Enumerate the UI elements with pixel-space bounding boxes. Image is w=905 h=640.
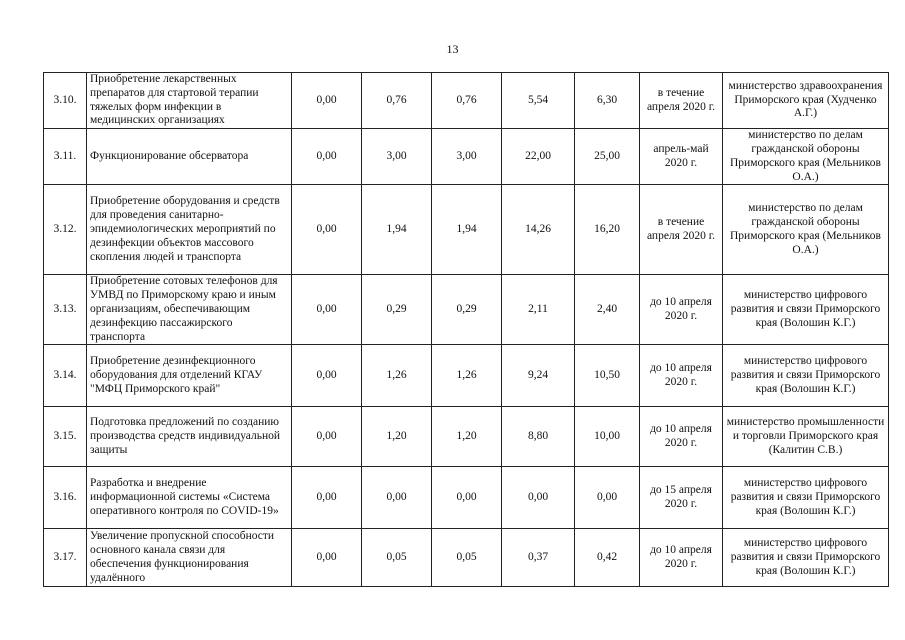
- value-col-5: 6,30: [575, 73, 640, 129]
- value-col-1: 0,00: [292, 129, 362, 185]
- value-col-5: 10,50: [575, 345, 640, 407]
- deadline: до 10 апреля 2020 г.: [640, 345, 723, 407]
- row-number: 3.15.: [44, 407, 87, 467]
- value-col-3: 0,00: [432, 467, 502, 529]
- row-number: 3.16.: [44, 467, 87, 529]
- row-number: 3.11.: [44, 129, 87, 185]
- measure-name: Подготовка предложений по созданию производства средств индивидуальной защиты: [87, 407, 292, 467]
- responsible: министерство цифрового развития и связи Приморского края (Волошин К.Г.): [723, 529, 889, 587]
- responsible: министерство по делам гражданской обороны Приморского края (Мельников О.А.): [723, 185, 889, 275]
- row-number: 3.13.: [44, 275, 87, 345]
- value-col-4: 5,54: [502, 73, 575, 129]
- deadline: до 10 апреля 2020 г.: [640, 529, 723, 587]
- table-row: [44, 345, 889, 407]
- table-row: [44, 529, 889, 587]
- value-col-4: 14,26: [502, 185, 575, 275]
- value-col-1: 0,00: [292, 73, 362, 129]
- deadline: до 15 апреля 2020 г.: [640, 467, 723, 529]
- measure-name: Увеличение пропускной способности основного канала связи для обеспечения функционирования удалённого: [87, 529, 292, 587]
- measure-name: Приобретение дезинфекционного оборудования для отделений КГАУ "МФЦ Приморского край": [87, 345, 292, 407]
- value-col-2: 3,00: [362, 129, 432, 185]
- value-col-2: 1,20: [362, 407, 432, 467]
- value-col-3: 1,20: [432, 407, 502, 467]
- value-col-2: 0,29: [362, 275, 432, 345]
- value-col-5: 0,00: [575, 467, 640, 529]
- value-col-1: 0,00: [292, 529, 362, 587]
- value-col-3: 1,94: [432, 185, 502, 275]
- row-number: 3.17.: [44, 529, 87, 587]
- value-col-5: 10,00: [575, 407, 640, 467]
- page-number: 13: [446, 42, 459, 56]
- responsible: министерство цифрового развития и связи Приморского края (Волошин К.Г.): [723, 275, 889, 345]
- value-col-2: 0,00: [362, 467, 432, 529]
- value-col-3: 3,00: [432, 129, 502, 185]
- responsible: министерство промышленности и торговли Приморского края (Калитин С.В.): [723, 407, 889, 467]
- value-col-4: 2,11: [502, 275, 575, 345]
- value-col-4: 0,37: [502, 529, 575, 587]
- measure-name: Функционирование обсерватора: [87, 129, 292, 185]
- table-row: [44, 275, 889, 345]
- measure-name: Приобретение сотовых телефонов для УМВД по Приморскому краю и иным организациям, обеспечивающим дезинфекцию пассажирского транспорта: [87, 275, 292, 345]
- value-col-1: 0,00: [292, 467, 362, 529]
- table-row: [44, 467, 889, 529]
- value-col-4: 8,80: [502, 407, 575, 467]
- value-col-1: 0,00: [292, 407, 362, 467]
- value-col-5: 16,20: [575, 185, 640, 275]
- value-col-4: 0,00: [502, 467, 575, 529]
- value-col-2: 1,94: [362, 185, 432, 275]
- responsible: министерство по делам гражданской обороны Приморского края (Мельников О.А.): [723, 129, 889, 185]
- responsible: министерство здравоохранения Приморского края (Худченко А.Г.): [723, 73, 889, 129]
- value-col-3: 1,26: [432, 345, 502, 407]
- row-number: 3.14.: [44, 345, 87, 407]
- measures-table: [43, 72, 889, 587]
- table-row: [44, 185, 889, 275]
- responsible: министерство цифрового развития и связи Приморского края (Волошин К.Г.): [723, 345, 889, 407]
- deadline: в течение апреля 2020 г.: [640, 73, 723, 129]
- value-col-4: 22,00: [502, 129, 575, 185]
- value-col-5: 0,42: [575, 529, 640, 587]
- value-col-2: 1,26: [362, 345, 432, 407]
- value-col-1: 0,00: [292, 345, 362, 407]
- deadline: до 10 апреля 2020 г.: [640, 407, 723, 467]
- row-number: 3.12.: [44, 185, 87, 275]
- measure-name: Разработка и внедрение информационной системы «Система оперативного контроля по COVID-19»: [87, 467, 292, 529]
- deadline: в течение апреля 2020 г.: [640, 185, 723, 275]
- value-col-3: 0,05: [432, 529, 502, 587]
- value-col-1: 0,00: [292, 185, 362, 275]
- value-col-2: 0,05: [362, 529, 432, 587]
- value-col-1: 0,00: [292, 275, 362, 345]
- measure-name: Приобретение лекарственных препаратов для стартовой терапии тяжелых форм инфекции в медицинских организациях: [87, 73, 292, 129]
- value-col-3: 0,76: [432, 73, 502, 129]
- measure-name: Приобретение оборудования и средств для проведения санитарно-эпидемиологических мероприятий по дезинфекции объектов массового скопления людей и транспорта: [87, 185, 292, 275]
- table-row: [44, 407, 889, 467]
- table-row: [44, 129, 889, 185]
- table-row: [44, 73, 889, 129]
- value-col-3: 0,29: [432, 275, 502, 345]
- value-col-2: 0,76: [362, 73, 432, 129]
- deadline: апрель-май 2020 г.: [640, 129, 723, 185]
- row-number: 3.10.: [44, 73, 87, 129]
- responsible: министерство цифрового развития и связи Приморского края (Волошин К.Г.): [723, 467, 889, 529]
- value-col-4: 9,24: [502, 345, 575, 407]
- value-col-5: 2,40: [575, 275, 640, 345]
- value-col-5: 25,00: [575, 129, 640, 185]
- deadline: до 10 апреля 2020 г.: [640, 275, 723, 345]
